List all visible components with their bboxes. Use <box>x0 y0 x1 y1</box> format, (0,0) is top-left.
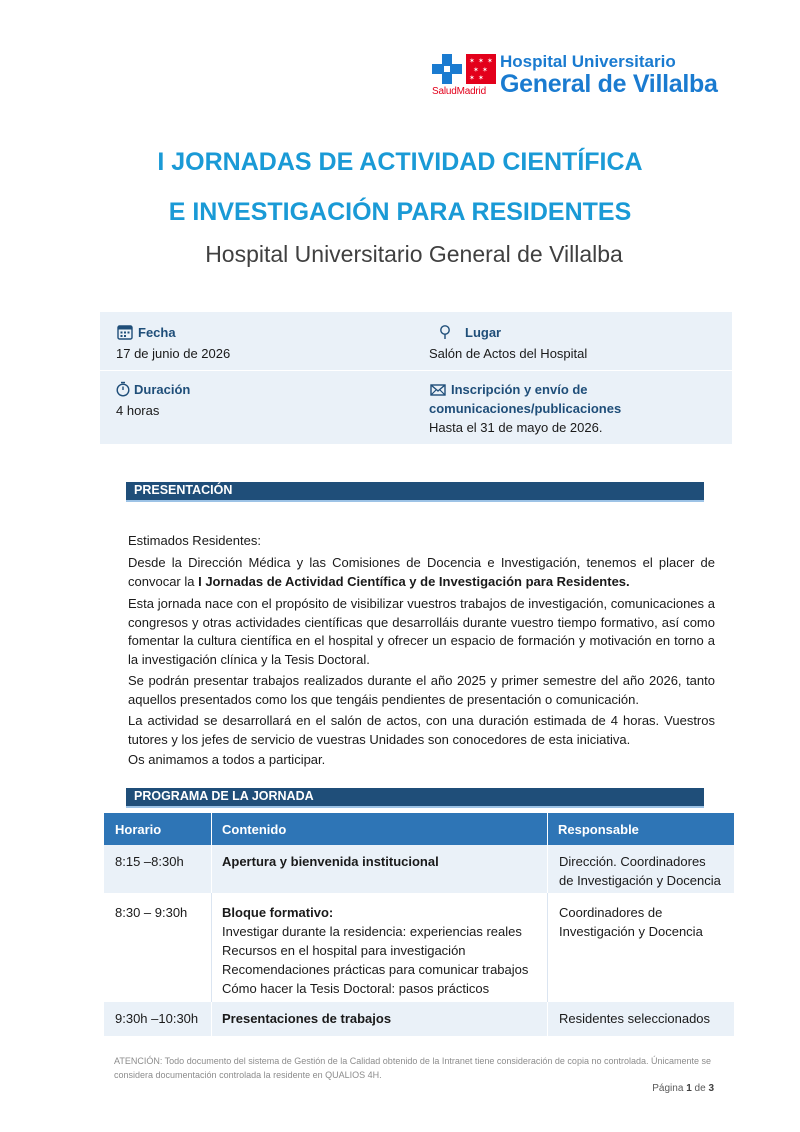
greeting: Estimados Residentes: <box>128 533 261 548</box>
logo-hospital-universitario: Hospital Universitario <box>500 52 676 71</box>
row-content-title-text: Presentaciones de trabajos <box>222 1011 392 1026</box>
salud-madrid-cross-icon <box>432 54 462 84</box>
envelope-icon <box>430 382 446 398</box>
row-responsible-line: de Investigación y Docencia <box>559 873 721 888</box>
row-content-title <box>222 1009 391 1029</box>
col-separator <box>547 893 548 1002</box>
page-title-line2: E INVESTIGACIÓN PARA RESIDENTES <box>168 198 632 226</box>
row-content-line: Recomendaciones prácticas para comunicar trabajos <box>222 962 529 977</box>
section-bar-programa <box>126 788 704 808</box>
page-subtitle: Hospital Universitario General de Villalba <box>205 241 623 267</box>
col-separator <box>211 893 212 1002</box>
info-box-divider <box>100 370 732 371</box>
paragraph-3: Se podrán presentar trabajos realizados durante el año 2025 y primer semestre del año 2026, tanto aquellos presentados como los que tengáis pendientes de presentación o comunicación. <box>128 673 715 707</box>
col-separator <box>211 1002 212 1036</box>
paragraph-1 <box>128 554 715 591</box>
calendar-icon <box>117 324 133 340</box>
table-row <box>104 893 734 1002</box>
page-prefix: Página <box>652 1083 684 1094</box>
inscripcion-label-line2: comunicaciones/publicaciones <box>429 401 622 416</box>
row-responsible-line: Dirección. Coordinadores <box>559 854 706 869</box>
fecha-value: 17 de junio de 2026 <box>116 346 231 361</box>
col-separator <box>547 1002 548 1036</box>
madrid-flag-icon: ✶ ✶ ✶ ✶ ✶ ✶ ✶ <box>466 54 496 84</box>
header-col-separator <box>547 813 548 845</box>
footer-disclaimer: ATENCIÓN: Todo documento del sistema de Gestión de la Calidad obtenido de la Intranet tiene consideración de copia no controlada. Únicamente se considera documentación controlada la residente en QUALIOS 4H. <box>114 1056 712 1080</box>
logo-general-de-villalba: General de Villalba <box>500 70 718 98</box>
page-title-line1: I JORNADAS DE ACTIVIDAD CIENTÍFICA <box>157 148 643 176</box>
fecha-label: Fecha <box>138 325 176 340</box>
inscripcion-value: Hasta el 31 de mayo de 2026. <box>429 420 603 435</box>
lugar-label: Lugar <box>465 325 502 340</box>
event-info-box <box>100 312 732 444</box>
row-time: 8:15 –8:30h <box>115 854 184 869</box>
header-col-separator <box>211 813 212 845</box>
row-content-line: Investigar durante la residencia: experiencias reales <box>222 924 522 939</box>
row-responsible-line: Investigación y Docencia <box>559 924 703 939</box>
row-responsible-line: Residentes seleccionados <box>559 1011 711 1026</box>
row-content-line: Cómo hacer la Tesis Doctoral: pasos prácticos <box>222 981 490 996</box>
hospital-logo <box>432 50 752 100</box>
col-separator <box>211 845 212 893</box>
location-pin-icon <box>437 324 453 340</box>
table-header-contenido: Contenido <box>222 822 287 837</box>
table-row <box>104 845 734 893</box>
section-bar-presentacion <box>126 482 704 502</box>
lugar-value: Salón de Actos del Hospital <box>429 346 588 361</box>
paragraph-5: Os animamos a todos a participar. <box>128 752 326 767</box>
salud-madrid-text: SaludMadrid <box>432 86 486 97</box>
duracion-label: Duración <box>134 382 191 397</box>
row-time: 8:30 – 9:30h <box>115 905 188 920</box>
table-header-horario: Horario <box>115 822 162 837</box>
paragraph-1-text: Desde la Dirección Médica y las Comisiones de Docencia e Investigación, tenemos el placer de convocar la <box>128 555 715 589</box>
paragraph-4: La actividad se desarrollará en el salón de actos, con una duración estimada de 4 horas. Vuestros tutores y los jefes de servicio de vuestras Unidades son conocedores de esta iniciativa. <box>128 713 715 747</box>
col-separator <box>547 845 548 893</box>
page-current: 1 <box>686 1083 692 1094</box>
page-number <box>560 1083 714 1094</box>
section-title-presentacion: PRESENTACIÓN <box>134 483 233 497</box>
paragraph-1-bold: I Jornadas de Actividad Científica y de Investigación para Residentes. <box>198 573 630 589</box>
table-header-responsable: Responsable <box>558 822 639 837</box>
paragraph-2: Esta jornada nace con el propósito de visibilizar vuestros trabajos de investigación, comunicaciones a congresos y otras actividades científicas que desarrolláis durante vuestro tiempo formativo, así como fomentar la cultura científica en el hospital y ofrecer un espacio de formación y motivación en torno a la investigación clínica y la Tesis Doctoral. <box>128 596 715 667</box>
row-content-title <box>222 903 333 923</box>
row-content-title-text: Bloque formativo: <box>222 905 334 920</box>
inscripcion-label-line1: Inscripción y envío de <box>451 382 588 397</box>
row-content-line: Recursos en el hospital para investigación <box>222 943 466 958</box>
stopwatch-icon <box>115 381 131 397</box>
row-time: 9:30h –10:30h <box>115 1011 199 1026</box>
row-content-title <box>222 852 439 872</box>
row-responsible-line: Coordinadores de <box>559 905 663 920</box>
page-separator: de <box>694 1083 706 1094</box>
table-header-row <box>104 813 734 845</box>
section-title-programa: PROGRAMA DE LA JORNADA <box>134 789 314 803</box>
table-row <box>104 1002 734 1036</box>
page-total: 3 <box>708 1083 714 1094</box>
row-content-title-text: Apertura y bienvenida institucional <box>222 854 439 869</box>
duracion-value: 4 horas <box>116 403 160 418</box>
